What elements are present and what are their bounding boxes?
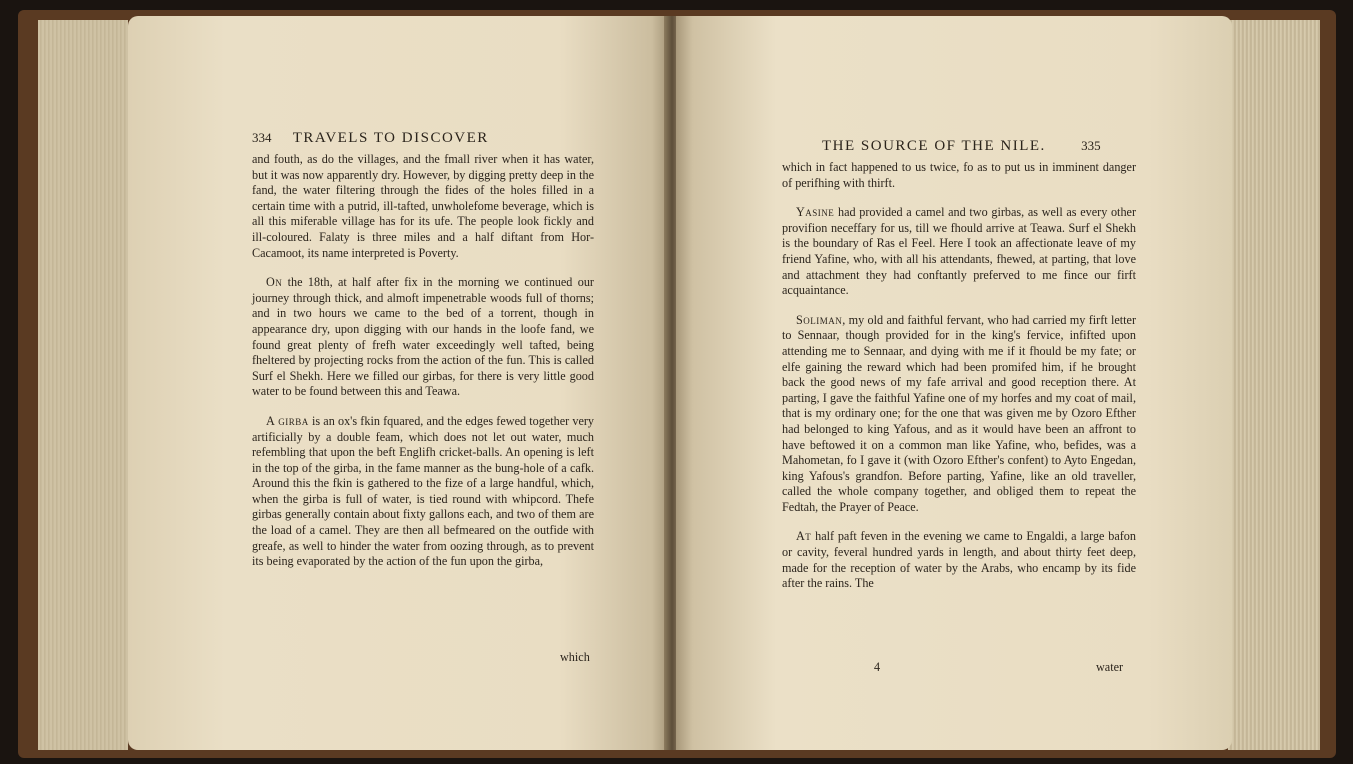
left-page-number: 334 <box>252 130 272 145</box>
left-paragraph-2 <box>252 275 594 400</box>
page-edges-right <box>1228 20 1320 750</box>
right-paragraph-2-lead: Yasine <box>796 205 835 220</box>
left-paragraph-2-lead: On <box>266 275 283 290</box>
right-paragraph-4-lead: At <box>796 529 812 544</box>
left-paragraph-3-text: is an ox's fkin fquared, and the edges fewed together very artificially by a double feam, which does not let out water, much refembling that upon the beft Englifh cricket-balls. An opening is left in the top of the girba, in the fame manner as the bung-hole of a cafk. Around this the fkin is gathered to the fize of a large handful, which, when the girba is full of water, is tied round with whipcord. Thefe girbas generally contain about fixty gallons each, and two of them are the load of a camel. They are then all befmeared on the outfide with greafe, as well to hinder the water from oozing through, as to prevent its being evaporated by the action of the fun upon the girba, <box>252 413 595 569</box>
right-catchword: water <box>1096 660 1124 674</box>
right-paragraph-3-lead: Soliman <box>796 312 843 327</box>
right-page-header <box>822 138 1101 155</box>
left-paragraph-3-lead: A girba <box>266 413 309 428</box>
right-page-body <box>782 160 1136 592</box>
right-signature-mark: 4 <box>874 660 881 674</box>
right-page <box>676 16 1232 750</box>
right-paragraph-2 <box>782 205 1136 299</box>
left-page-body <box>252 152 594 570</box>
left-paragraph-2-text: the 18th, at half after fix in the morning we continued our journey through thick, and almoft impenetrable woods full of thorns; and in two hours we came to the bed of a torrent, though in appearance dry, upon digging with our hands in the loofe fand, we found great plenty of frefh water exceedingly well tafted, being fheltered by projecting rocks from the action of the fun. This is called Surf el Shekh. Here we filled our girbas, for there is very little good water to be found between this and Teawa. <box>252 275 594 399</box>
right-paragraph-3 <box>782 313 1136 516</box>
right-paragraph-4-text: half paft feven in the evening we came to Engaldi, a large bafon or cavity, feveral hundred yards in length, and about thirty feet deep, made for the reception of water by the Arabs, who encamp by its fide after the rains. The <box>782 529 1136 591</box>
right-running-head: THE SOURCE OF THE NILE. <box>822 138 1046 154</box>
left-page-header <box>252 130 489 147</box>
left-paragraph-1: and fouth, as do the villages, and the fmall river when it has water, but it was now apparently dry. However, by digging pretty deep in the fand, the water filtering through the fides of the holes filled in a certain time with a putrid, ill-tafted, unwholefome beverage, which is all this miferable village has for its ufe. The people look fickly and ill-coloured. Falaty is three miles and a half diftant from Hor-Cacamoot, its name interpreted is Poverty. <box>252 152 594 260</box>
right-paragraph-1: which in fact happened to us twice, fo as to put us in imminent danger of perifhing with thirft. <box>782 160 1136 190</box>
left-paragraph-3 <box>252 414 594 570</box>
right-page-number: 335 <box>1081 138 1101 153</box>
right-paragraph-3-text: , my old and faithful fervant, who had carried my firft letter to Sennaar, though provided for in the king's fervice, infifted upon attending me to Sennaar, and dying with me if it fhould be my fate; or elfe gaining the reward which had been promifed him, if he brought back the good news of my fafe arrival and good reception there. At parting, I gave the faithful Yafine one of my horfes and my coat of mail, that is my ordinary one; for the one that was given me by Ozoro Efther had belonged to king Yafous, and as it would have been an affront to have beftowed it on a common man like Yafine, who, befides, was a Mahometan, fo I gave it (with Ozoro Efther's confent) to Ayto Engedan, king Yafous's grandfon. Before parting, Yafine, like an old traveller, called the whole company together, and obliged them to repeat the Fedtah, the Prayer of Peace. <box>782 312 1136 514</box>
left-catchword: which <box>560 650 590 664</box>
left-running-head: TRAVELS TO DISCOVER <box>292 130 489 146</box>
right-paragraph-2-text: had provided a camel and two girbas, as well as every other provifion neceffary for us, till we fhould arrive at Teawa. Surf el Shekh is the boundary of Ras el Feel. Here I took an affectionate leave of my friend Yafine, who, with all his attendants, fhewed, at parting, that love and attachment they had conftantly preferved to me fince our firft acquaintance. <box>782 205 1137 298</box>
left-page <box>128 16 668 750</box>
right-paragraph-4 <box>782 529 1136 591</box>
page-edges-left <box>38 20 128 750</box>
